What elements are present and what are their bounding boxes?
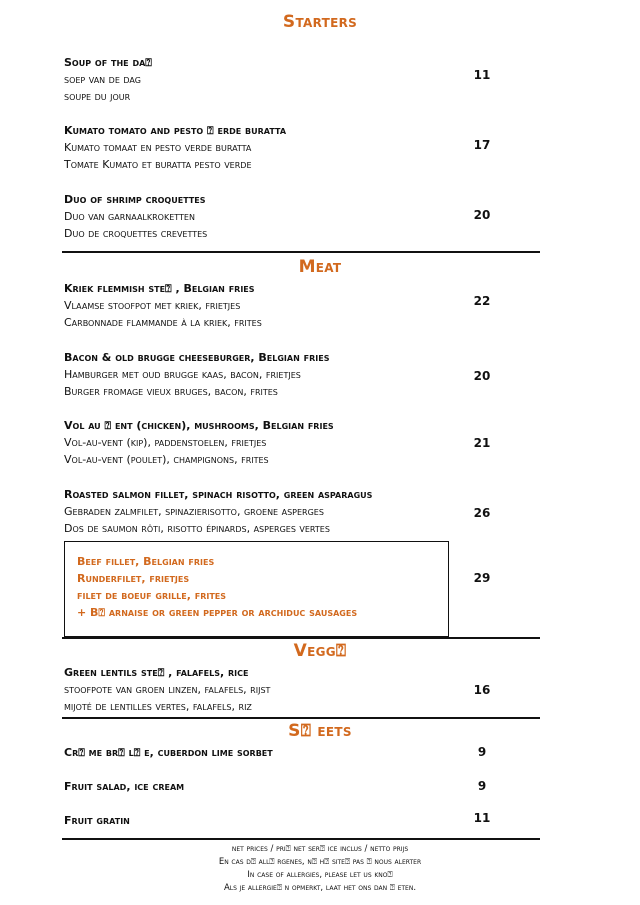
item-price: 21 xyxy=(473,436,491,450)
item-price: 11 xyxy=(473,68,491,82)
item-name: Soup of the da⍰ xyxy=(64,56,152,69)
footer-allergy-nl: Als je allergie⍰ n opmerkt, laat het ons dan ⍰ eten. xyxy=(223,883,417,893)
item-french: Dos de saumon rôti, risotto épinards, asperges vertes xyxy=(64,522,330,535)
section-title-veggie: Vegg⍰ xyxy=(293,641,347,661)
item-name: Kumato tomato and pesto ⍰ erde buratta xyxy=(64,124,287,137)
item-dutch: Gebraden zalmfilet, spinazierisotto, groene asperges xyxy=(64,505,324,518)
item-dutch: stoofpote van groen linzen, falafels, rijst xyxy=(64,683,271,696)
item-price: 29 xyxy=(473,571,491,585)
item-price: 11 xyxy=(473,811,491,825)
item-name: Roasted salmon fillet, spinach risotto, green asparagus xyxy=(64,488,373,501)
section-title-starters: Starters xyxy=(282,12,358,32)
item-price: 16 xyxy=(473,683,491,697)
item-price: 26 xyxy=(473,506,491,520)
item-dutch: Kumato tomaat en pesto verde buratta xyxy=(64,141,252,154)
item-name: Fruit salad, ice cream xyxy=(64,780,185,793)
item-dutch: soep van de dag xyxy=(64,73,141,86)
item-dutch: Runderfilet, frietjes xyxy=(77,572,190,585)
item-price: 9 xyxy=(477,745,487,759)
item-price: 20 xyxy=(473,208,491,222)
footer-allergy-en: In case of allergies, please let us kno⍰ xyxy=(247,870,393,880)
item-dutch: Vlaamse stoofpot met kriek, frietjes xyxy=(64,299,241,312)
section-divider xyxy=(62,838,540,840)
item-name: Duo of shrimp croquettes xyxy=(64,193,206,206)
item-french: filet de boeuf grille, frites xyxy=(77,589,227,602)
item-price: 20 xyxy=(473,369,491,383)
section-divider xyxy=(62,717,540,719)
item-sauce-options: + B⍰ arnaise or green pepper or archiduc sausages xyxy=(77,606,358,619)
item-french: Tomate Kumato et buratta pesto verde xyxy=(64,158,252,171)
item-name: Cr⍰ me br⍰ l⍰ e, cuberdon lime sorbet xyxy=(64,746,273,759)
item-price: 22 xyxy=(473,294,491,308)
item-price: 17 xyxy=(473,138,491,152)
footer-prices-note: net prices / pri⍰ net ser⍰ ice inclus / netto prijs xyxy=(231,844,409,854)
item-dutch: Vol-au-vent (kip), paddenstoelen, frietjes xyxy=(64,436,267,449)
item-name: Fruit gratin xyxy=(64,814,130,827)
item-french: Vol-au-vent (poulet), champignons, frites xyxy=(64,453,269,466)
item-name: Beef fillet, Belgian fries xyxy=(77,555,215,568)
item-name: Bacon & old brugge cheeseburger, Belgian fries xyxy=(64,351,330,364)
item-price: 9 xyxy=(477,779,487,793)
item-dutch: Hamburger met oud brugge kaas, bacon, frietjes xyxy=(64,368,301,381)
item-french: Duo de croquettes crevettes xyxy=(64,227,208,240)
section-divider xyxy=(62,251,540,253)
item-french: Burger fromage vieux bruges, bacon, frites xyxy=(64,385,278,398)
item-dutch: Duo van garnaalkroketten xyxy=(64,210,195,223)
item-name: Green lentils ste⍰ , falafels, rice xyxy=(64,666,249,679)
item-french: soupe du jour xyxy=(64,90,131,103)
section-divider xyxy=(62,637,540,639)
item-french: Carbonnade flammande à la kriek, frites xyxy=(64,316,262,329)
item-french: mijoté de lentilles vertes, falafels, riz xyxy=(64,700,252,713)
section-title-sweets: S⍰ eets xyxy=(288,721,352,741)
footer-allergy-fr: En cas d⍰ all⍰ rgenes, n⍰ h⍰ site⍰ pas ⍰ nous alerter xyxy=(218,857,422,867)
item-name: Vol au ⍰ ent (chicken), mushrooms, Belgian fries xyxy=(64,419,334,432)
section-title-meat: Meat xyxy=(298,257,342,277)
item-name: Kriek flemmish ste⍰ , Belgian fries xyxy=(64,282,255,295)
